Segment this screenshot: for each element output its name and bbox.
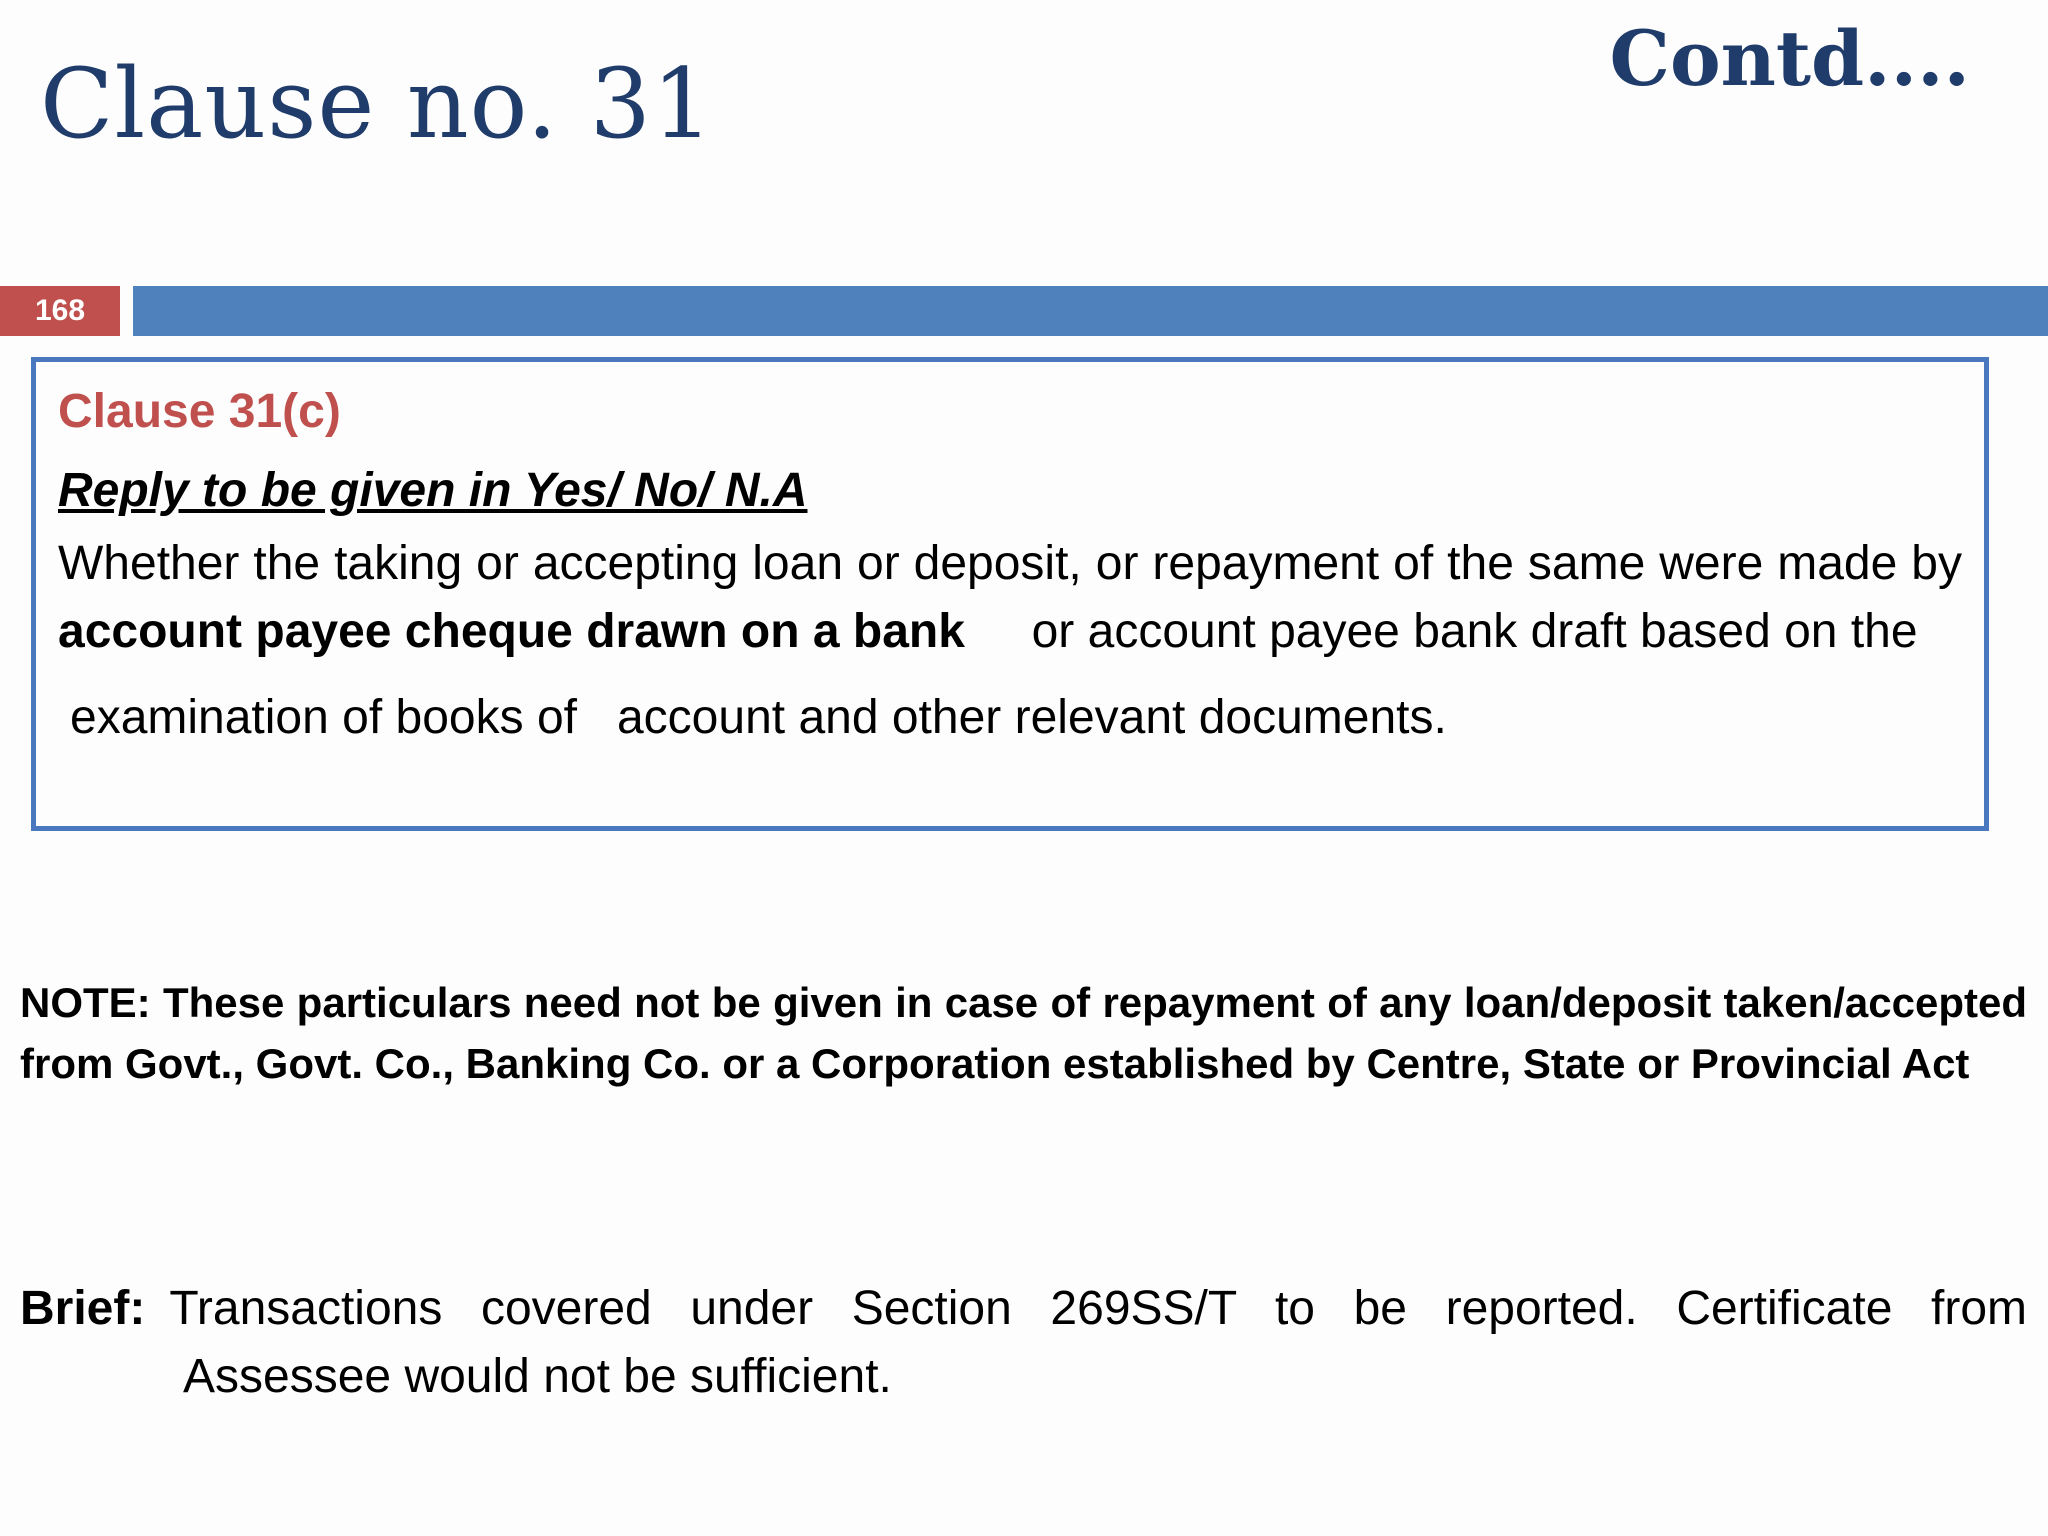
- page-number-badge: 168: [0, 286, 120, 336]
- clause-box: [31, 357, 1989, 831]
- slide-title: Clause no. 31: [40, 48, 714, 160]
- header-bar: [133, 286, 2048, 336]
- question-text-part1: Whether the taking or accepting loan or deposit, or repayment of the same were made by: [58, 537, 1962, 590]
- question-text-bold: account payee cheque drawn on a bank: [58, 605, 965, 658]
- brief-paragraph: [20, 1275, 2027, 1411]
- contd-label: Contd....: [1609, 14, 1970, 103]
- brief-text-line1: Transactions covered under Section 269SS/T to be reported. Certificate from: [169, 1282, 2027, 1335]
- clause-heading: Clause 31(c): [58, 385, 341, 438]
- reply-instruction: Reply to be given in Yes/ No/ N.A: [58, 464, 808, 517]
- note-paragraph: NOTE: These particulars need not be given in case of repayment of any loan/deposit taken/accepted from Govt., Govt. Co., Banking Co. or a Corporation established by Centre, State or Provincial Act: [20, 979, 2027, 1087]
- brief-label: Brief:: [20, 1282, 146, 1335]
- brief-line-1: [20, 1275, 2027, 1343]
- brief-text-line2: Assessee would not be sufficient.: [183, 1350, 892, 1403]
- question-text-line2: examination of books of account and other relevant documents.: [70, 691, 1447, 744]
- clause-question: [58, 530, 1962, 666]
- question-text-part2: or account payee bank draft based on the: [964, 605, 1918, 658]
